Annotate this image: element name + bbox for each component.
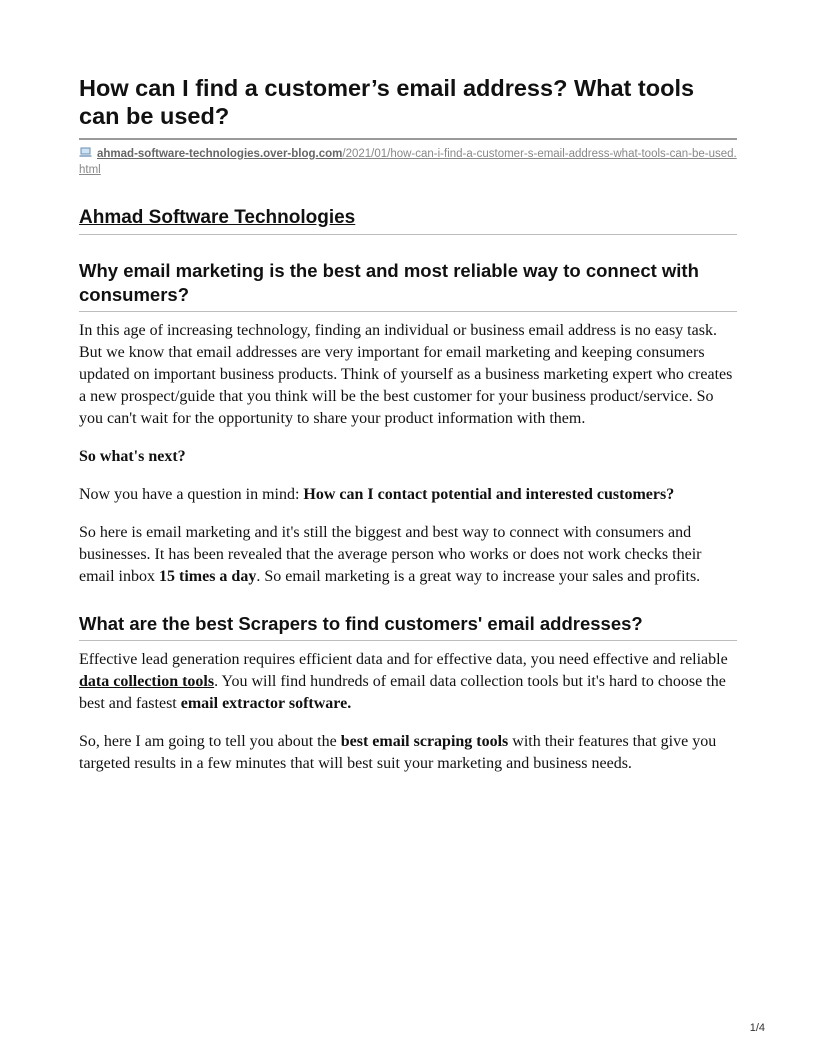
source-domain-link[interactable]: ahmad-software-technologies.over-blog.com [97, 148, 343, 160]
section1-heading: Why email marketing is the best and most reliable way to connect with consumers? [79, 260, 699, 305]
section2-divider [79, 640, 737, 641]
p3-bold: How can I contact potential and interested customers? [303, 486, 675, 503]
data-collection-tools-link[interactable]: data collection tools [79, 673, 215, 690]
s2p2-suffix: with their features that give you targeted results in a few minutes that will best suit your marketing and business needs. [79, 733, 717, 772]
p3-prefix: Now you have a question in mind: [79, 486, 304, 503]
section2-paragraph-2 [79, 731, 737, 775]
laptop-icon [79, 147, 92, 158]
article [79, 74, 737, 775]
p4-suffix: . So email marketing is a great way to increase your sales and profits. [256, 568, 701, 585]
source-line [79, 146, 737, 178]
section2-paragraph-1 [79, 649, 737, 715]
s2p2-bold: best email scraping tools [340, 733, 509, 750]
s2p1-bold: email extractor software. [180, 695, 352, 712]
s2p2-prefix: So, here I am going to tell you about the [79, 733, 341, 750]
so-whats-next-text: So what's next? [79, 448, 186, 465]
site-name-heading [79, 206, 737, 230]
section1-paragraph-3 [79, 484, 737, 506]
source-path-link[interactable]: /2021/01/how-can-i-find-a-customer-s-email-address-what-tools-can-be-used.html [79, 148, 737, 176]
section1-paragraph-4 [79, 522, 737, 588]
s2p1-prefix: Effective lead generation requires efficient data and for effective data, you need effective and reliable [79, 651, 728, 668]
page-indicator: 1/4 [749, 1022, 765, 1034]
p4-bold: 15 times a day [158, 568, 257, 585]
article-title: How can I find a customer’s email address? What tools can be used? [79, 75, 695, 129]
section1-paragraph-2 [79, 446, 737, 468]
site-name-link[interactable]: Ahmad Software Technologies [79, 207, 356, 228]
section1-paragraph-1: In this age of increasing technology, finding an individual or business email address is no easy task. But we know that email addresses are very important for email marketing and keeping consumers updated on important business products. Think of yourself as a business marketing expert who creates a new prospect/guide that you think will be the best customer for your business product/service. So you can't wait for the opportunity to share your product information with them. [79, 322, 733, 427]
site-name-divider [79, 234, 737, 235]
s2p1-middle: . You will find hundreds of email data collection tools but it's hard to choose the best and fastest [79, 673, 726, 712]
p4-prefix: So here is email marketing and it's still the biggest and best way to connect with consumers and businesses. It has been revealed that the average person who works or does not work checks their email inbox [79, 524, 702, 585]
section1-divider [79, 311, 737, 312]
section2-heading: What are the best Scrapers to find customers' email addresses? [79, 613, 643, 634]
title-divider [79, 138, 737, 140]
